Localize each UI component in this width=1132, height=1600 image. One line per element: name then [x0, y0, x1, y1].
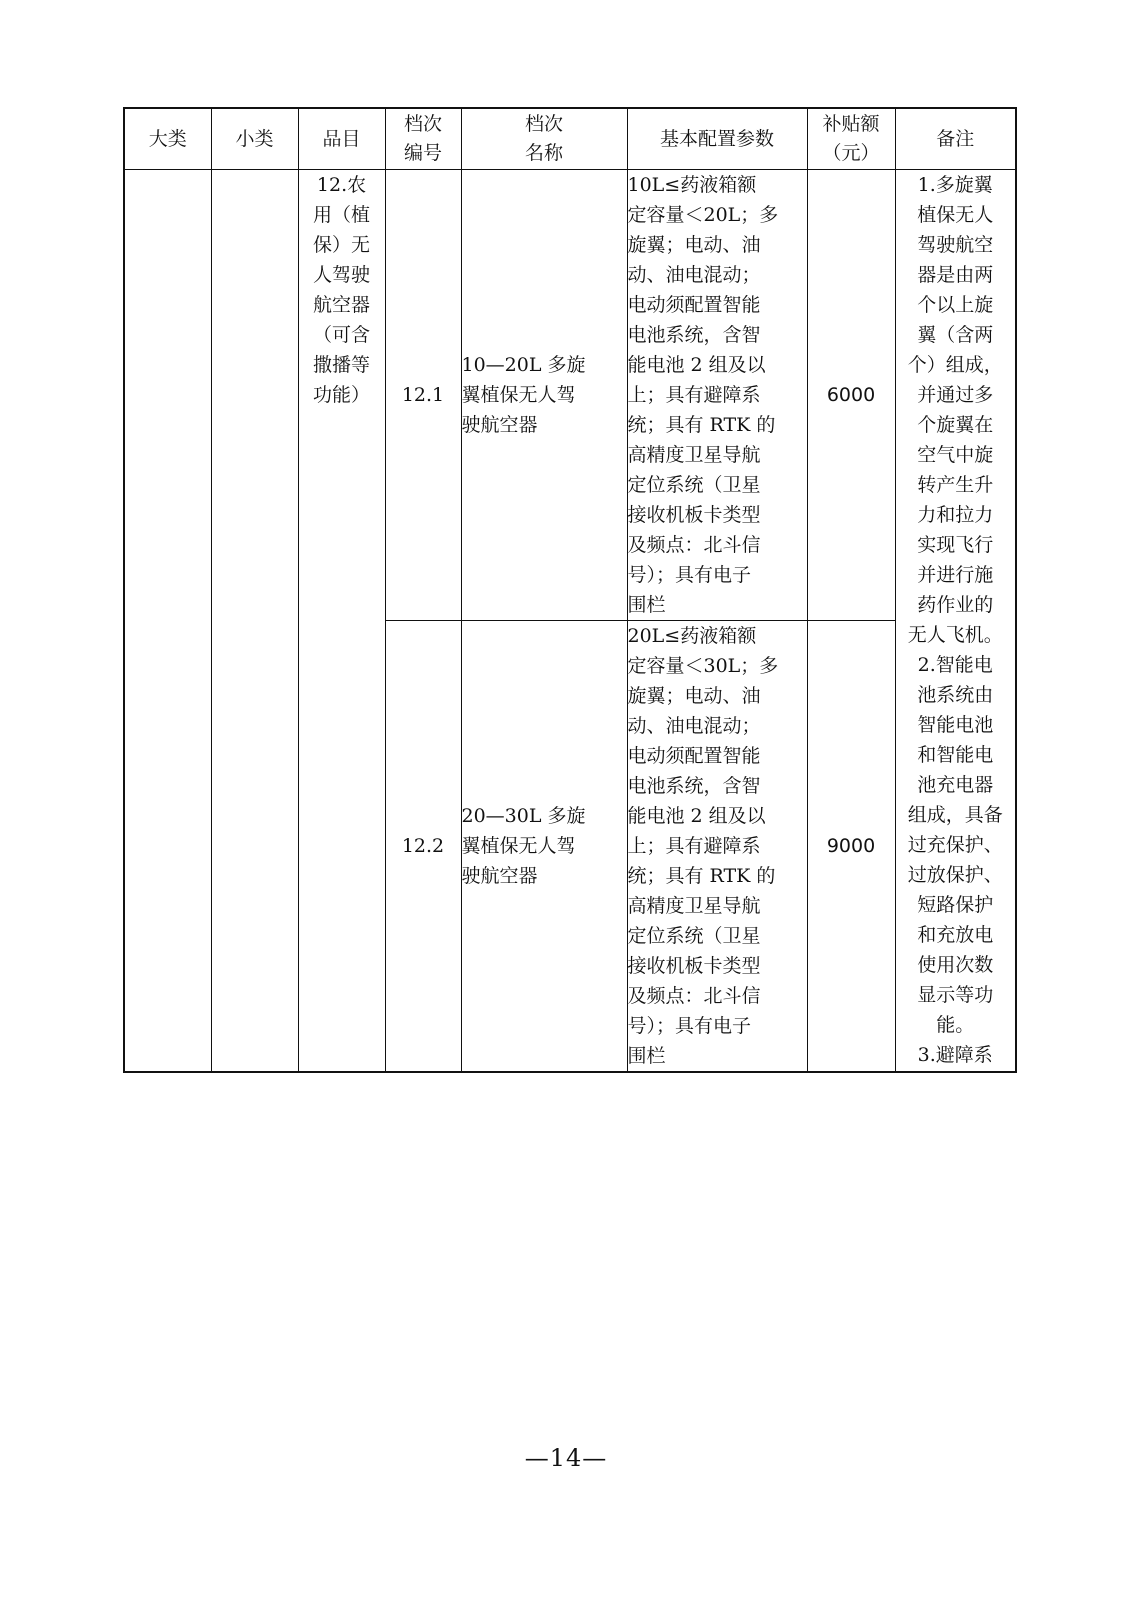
table-row [124, 170, 1016, 621]
tier-name-cell: 20—30L 多旋 翼植保无人驾 驶航空器 [461, 621, 627, 1073]
header-category: 大类 [124, 108, 211, 170]
category-cell [124, 170, 211, 1073]
tier-name-cell: 10—20L 多旋 翼植保无人驾 驶航空器 [461, 170, 627, 621]
header-subsidy-amount: 补贴额 （元） [807, 108, 895, 170]
item-cell: 12.农 用（植 保）无 人驾驶 航空器 （可含 撒播等 功能） [298, 170, 385, 1073]
header-tier-name: 档次 名称 [461, 108, 627, 170]
subsidy-amount-cell: 6000 [807, 170, 895, 621]
subsidy-spec-table [123, 107, 1017, 1073]
header-subcategory: 小类 [211, 108, 298, 170]
basic-params-cell: 20L≤药液箱额 定容量＜30L；多 旋翼；电动、油 动、油电混动； 电动须配置智能 电池系统，含智 能电池 2 组及以 上；具有避障系 统；具有 RTK 的 高精度卫星导航 定位系统（卫星 接收机板卡类型 及频点：北斗信 号）；具有电子 围栏 [627, 621, 807, 1073]
basic-params-cell: 10L≤药液箱额 定容量＜20L；多 旋翼；电动、油 动、油电混动； 电动须配置智能 电池系统，含智 能电池 2 组及以 上；具有避障系 统；具有 RTK 的 高精度卫星导航 定位系统（卫星 接收机板卡类型 及频点：北斗信 号）；具有电子 围栏 [627, 170, 807, 621]
subsidy-amount-cell: 9000 [807, 621, 895, 1073]
tier-code-cell: 12.2 [385, 621, 461, 1073]
subcategory-cell [211, 170, 298, 1073]
tier-code-cell: 12.1 [385, 170, 461, 621]
remarks-cell: 1.多旋翼 植保无人 驾驶航空 器是由两 个以上旋 翼（含两 个）组成， 并通过多 个旋翼在 空气中旋 转产生升 力和拉力 实现飞行 并进行施 药作业的 无人飞机。 2.智能电 池系统由 智能电池 和智能电 池充电器 组成，具备 过充保护、 过放保护、 短路保护 和充放电 使用次数 显示等功 能。 3.避障系 [895, 170, 1016, 1073]
table-header-row [124, 108, 1016, 170]
header-remarks: 备注 [895, 108, 1016, 170]
header-basic-params: 基本配置参数 [627, 108, 807, 170]
header-item: 品目 [298, 108, 385, 170]
header-tier-code: 档次 编号 [385, 108, 461, 170]
page-number: —14— [524, 1444, 608, 1472]
